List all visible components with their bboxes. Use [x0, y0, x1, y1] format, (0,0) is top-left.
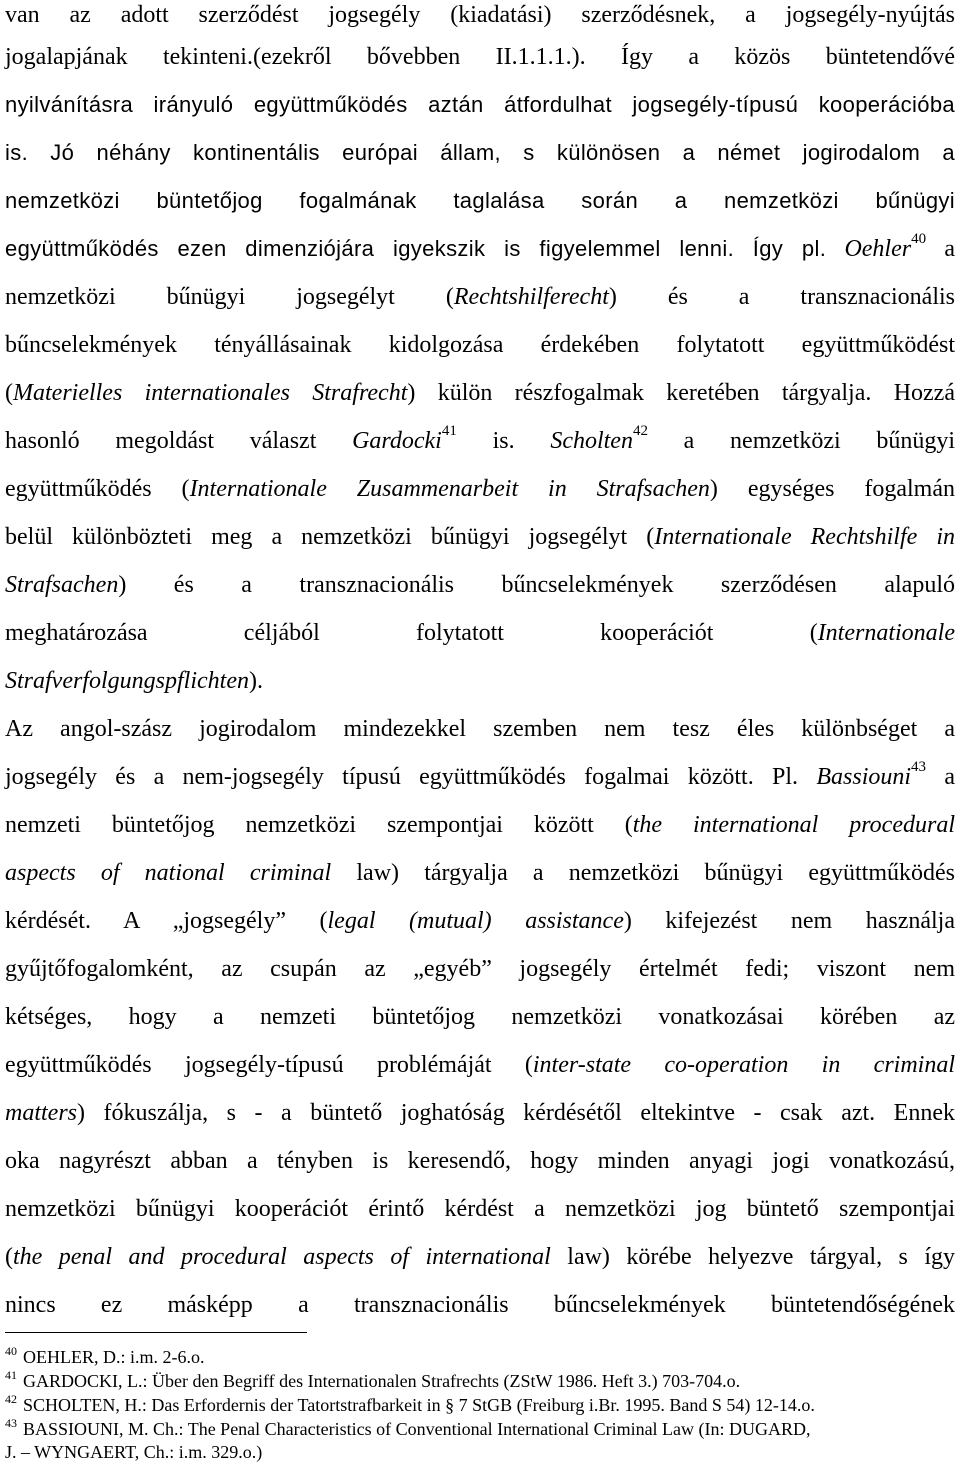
- text: jogsegély és a nem-jogsegély típusú együttműködés fogalmai között. Pl.: [5, 764, 799, 790]
- footnote-ref: 41: [441, 423, 457, 439]
- text: ) kifejezést nem használja: [623, 908, 955, 934]
- text: belül különbözteti meg a nemzetközi bűnügyi jogsegélyt (: [5, 524, 655, 550]
- text: (: [5, 1244, 13, 1270]
- text: nyilvánításra irányuló együttműködés aztán átfordulhat jogsegély-típusú kooperációba: [5, 92, 955, 117]
- footnote-number: 42: [5, 1392, 17, 1406]
- text: is. Jó néhány kontinentális európai állam, s különösen a német jogirodalom a: [5, 140, 955, 165]
- text: nincs ez másképp a transznacionális bűncselekmények büntetendőségének: [5, 1292, 955, 1318]
- footnote-text: GARDOCKI, L.: Über den Begriff des Internationalen Strafrechts (ZStW 1986. Heft 3.) 703-704.o.: [23, 1371, 741, 1391]
- author-name: Scholten: [550, 428, 633, 454]
- body-line: [5, 282, 955, 312]
- english-term: matters: [5, 1100, 77, 1126]
- text: együttműködés jogsegély-típusú problémáját (: [5, 1052, 533, 1078]
- german-term: Internationale Rechtshilfe in: [654, 524, 956, 550]
- text: (: [5, 380, 13, 406]
- body-line: [5, 618, 955, 648]
- footnote-text: SCHOLTEN, H.: Das Erfordernis der Tatortstrafbarkeit in § 7 StGB (Freiburg i.Br. 1995. Band S 54) 12-14.o.: [23, 1395, 815, 1415]
- body-line: [5, 1242, 955, 1272]
- english-term: the international procedural: [632, 812, 955, 838]
- text: ).: [248, 668, 263, 694]
- text: ) egységes fogalmán: [709, 476, 956, 502]
- text: law) körébe helyezve tárgyal, s így: [567, 1244, 955, 1270]
- footnote-number: 40: [5, 1344, 17, 1358]
- body-line: [5, 522, 955, 552]
- text: hasonló megoldást választ: [5, 428, 317, 454]
- footnote: [5, 1418, 955, 1440]
- text: a: [944, 236, 956, 262]
- text: gyűjtőfogalomként, az csupán az „egyéb” jogsegély értelmét fedi; viszont nem: [5, 956, 955, 982]
- body-line: [5, 186, 955, 216]
- body-line: [5, 423, 956, 456]
- text: nemzeti büntetőjog nemzetközi szempontjai között (: [5, 812, 633, 838]
- body-line: [5, 570, 955, 600]
- body-line: [5, 1050, 955, 1080]
- body-line: [5, 666, 955, 696]
- body-line: [5, 1290, 955, 1320]
- body-line: [5, 0, 955, 30]
- footnote-text: OEHLER, D.: i.m. 2-6.o.: [23, 1347, 205, 1367]
- german-term: Strafsachen: [5, 572, 119, 598]
- footnote-number: 41: [5, 1368, 17, 1382]
- text: law) tárgyalja a nemzetközi bűnügyi együttműködés: [356, 860, 956, 886]
- text: a: [944, 764, 956, 790]
- text: meghatározása céljából folytatott kooperációt (: [5, 620, 818, 646]
- text: bűncselekmények tényállásainak kidolgozása érdekében folytatott együttműködést: [5, 332, 955, 358]
- text: kérdését. A „jogsegély” (: [5, 908, 328, 934]
- footnote-ref: 43: [911, 759, 927, 775]
- body-line: [5, 138, 955, 168]
- text: van az adott szerződést jogsegély (kiadatási) szerződésnek, a jogsegély-nyújtás: [5, 2, 955, 28]
- body-line: [5, 858, 955, 888]
- body-line: [5, 906, 955, 936]
- body-line: [5, 759, 956, 792]
- english-term: the penal and procedural aspects of international: [13, 1244, 551, 1270]
- footnote-ref: 42: [632, 423, 648, 439]
- text: a nemzetközi bűnügyi: [683, 428, 956, 454]
- german-term: Rechtshilferecht: [453, 284, 609, 310]
- text: együttműködés ezen dimenziójára igyekszik is figyelemmel lenni. Így pl.: [5, 236, 827, 261]
- english-term: aspects of national criminal: [5, 860, 332, 886]
- body-line: [5, 474, 955, 504]
- body-line: [5, 1194, 955, 1224]
- footnote-number: 43: [5, 1416, 17, 1430]
- english-term: inter-state co-operation in criminal: [532, 1052, 955, 1078]
- body-line: [5, 954, 955, 984]
- body-line: [5, 1098, 955, 1128]
- text: Az angol-szász jogirodalom mindezekkel szemben nem tesz éles különbséget a: [5, 716, 955, 742]
- text: ) és a transznacionális bűncselekmények szerződésen alapuló: [118, 572, 955, 598]
- body-line: [5, 330, 955, 360]
- body-line: [5, 714, 955, 744]
- body-line: [5, 1002, 955, 1032]
- text: ) külön részfogalmak keretében tárgyalja. Hozzá: [407, 380, 955, 406]
- body-line: [5, 810, 955, 840]
- footnote: [5, 1346, 955, 1368]
- body-line: [5, 1146, 955, 1176]
- text: ) és a transznacionális: [608, 284, 955, 310]
- text: nemzetközi büntetőjog fogalmának taglalása során a nemzetközi bűnügyi: [5, 188, 955, 213]
- footnote-continuation: [5, 1441, 955, 1463]
- footnote: [5, 1370, 955, 1392]
- author-name: Oehler: [844, 236, 912, 262]
- footnote-ref: 40: [911, 231, 927, 247]
- body-line: [5, 90, 955, 120]
- body-line: [5, 378, 955, 408]
- english-term: legal (mutual) assistance: [327, 908, 624, 934]
- body-line: [5, 42, 955, 72]
- text: nemzetközi bűnügyi kooperációt érintő kérdést a nemzetközi jog büntető szempontjai: [5, 1196, 955, 1222]
- text: oka nagyrészt abban a tényben is keresendő, hogy minden anyagi jogi vonatkozású,: [5, 1148, 955, 1174]
- author-name: Bassiouni: [816, 764, 912, 790]
- german-term: Internationale Zusammenarbeit in Strafsachen: [189, 476, 710, 502]
- german-term: Materielles internationales Strafrecht: [13, 380, 408, 406]
- text: nemzetközi bűnügyi jogsegélyt (: [5, 284, 454, 310]
- footnote-separator: [5, 1332, 307, 1333]
- text: kétséges, hogy a nemzeti büntetőjog nemzetközi vonatkozásai körében az: [5, 1004, 955, 1030]
- author-name: Gardocki: [352, 428, 442, 454]
- body-line: [5, 231, 956, 264]
- text: együttműködés (: [5, 476, 190, 502]
- german-term: Strafverfolgungspflichten: [5, 668, 249, 694]
- text: ) fókuszálja, s - a büntető joghatóság kérdésétől eltekintve - csak azt. Ennek: [77, 1100, 955, 1126]
- text: is.: [492, 428, 515, 454]
- text: jogalapjának tekinteni.(ezekről bővebben II.1.1.1.). Így a közös büntetendővé: [5, 44, 955, 70]
- footnote-text: J. – WYNGAERT, Ch.: i.m. 329.o.): [5, 1442, 263, 1462]
- footnote: [5, 1394, 955, 1416]
- german-term: Internationale: [817, 620, 955, 646]
- footnote-text: BASSIOUNI, M. Ch.: The Penal Characteristics of Conventional International Criminal Law (In: DUGARD,: [23, 1419, 811, 1439]
